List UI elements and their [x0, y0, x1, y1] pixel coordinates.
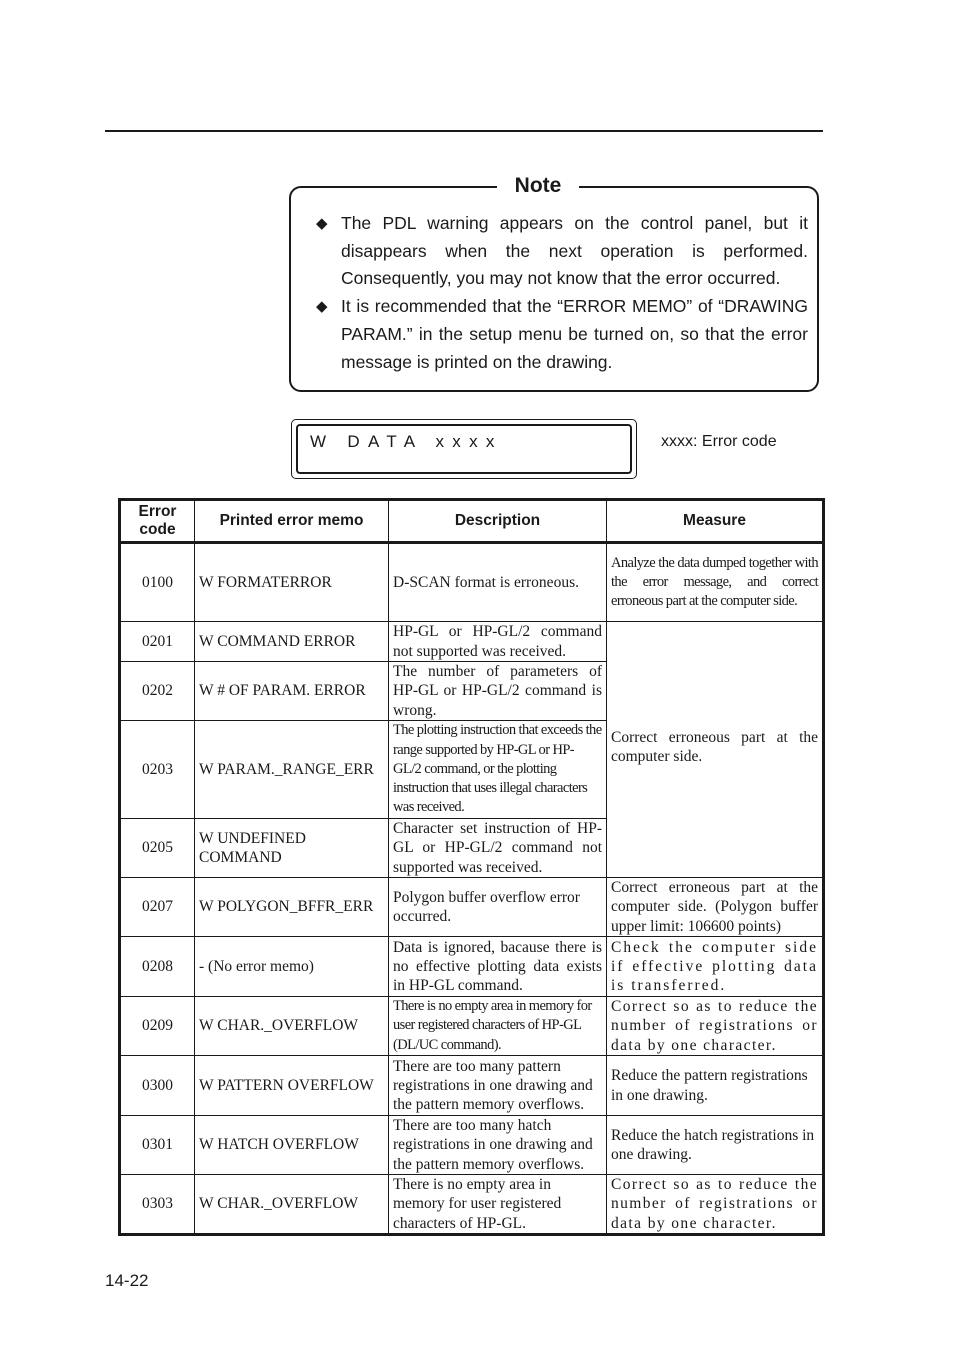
column-header-error-code: Error code: [120, 500, 195, 543]
control-panel-screen: [296, 424, 632, 474]
table-row: [120, 997, 824, 1056]
column-header-description: Description: [389, 500, 607, 543]
note-title: Note: [497, 170, 579, 202]
error-description: There is no empty area in memory for user registered characters of HP-GL.: [389, 1175, 607, 1235]
error-description: There are too many pattern registrations in one drawing and the pattern memory overflows.: [389, 1056, 607, 1116]
error-description: Data is ignored, bacause there is no effective plotting data exists in HP-GL command.: [389, 937, 607, 997]
table-row: [120, 1175, 824, 1235]
error-memo: W CHAR._OVERFLOW: [195, 1175, 389, 1235]
error-code: 0100: [120, 543, 195, 622]
table-row: [120, 543, 824, 622]
error-code: 0201: [120, 622, 195, 662]
note-bullet: [314, 210, 808, 293]
error-memo: W UNDEFINED COMMAND: [195, 819, 389, 878]
error-description: D-SCAN format is erroneous.: [389, 543, 607, 622]
error-description: The number of parameters of HP-GL or HP-GL/2 command is wrong.: [389, 662, 607, 721]
column-header-measure: Measure: [607, 500, 824, 543]
error-code: 0202: [120, 662, 195, 721]
diamond-bullet-icon: ◆: [316, 298, 328, 316]
error-description: The plotting instruction that exceeds the range supported by HP-GL or HP-GL/2 command, or the plotting instruction that uses illegal characters was received.: [389, 721, 607, 819]
error-measure: Correct erroneous part at the computer side.: [607, 622, 824, 878]
error-memo: W HATCH OVERFLOW: [195, 1116, 389, 1175]
table-row: [120, 1056, 824, 1116]
error-code: 0300: [120, 1056, 195, 1116]
error-description: There is no empty area in memory for user registered characters of HP-GL (DL/UC command).: [389, 997, 607, 1056]
error-measure: Reduce the hatch registrations in one drawing.: [607, 1116, 824, 1175]
error-memo: - (No error memo): [195, 937, 389, 997]
note-bullet-text: The PDL warning appears on the control panel, but it disappears when the next operation is performed. Consequently, you may not know that the error occurred.: [341, 213, 808, 289]
error-code: 0207: [120, 878, 195, 937]
error-description: Character set instruction of HP-GL or HP-GL/2 command not supported was received.: [389, 819, 607, 878]
error-code: 0205: [120, 819, 195, 878]
table-header-row: [120, 500, 824, 543]
error-memo: W PARAM._RANGE_ERR: [195, 721, 389, 819]
error-code: 0209: [120, 997, 195, 1056]
error-measure: Reduce the pattern registrations in one drawing.: [607, 1056, 824, 1116]
error-memo: W FORMATERROR: [195, 543, 389, 622]
note-bullet-text: It is recommended that the “ERROR MEMO” of “DRAWING PARAM.” in the setup menu be turned on, so that the error message is printed on the drawing.: [341, 296, 808, 372]
error-measure: Correct erroneous part at the computer side. (Polygon buffer upper limit: 106600 points): [607, 878, 824, 937]
note-bullet-list: [314, 210, 808, 376]
error-measure: Analyze the data dumped together with the error message, and correct erroneous part at the computer side.: [607, 543, 824, 622]
table-row: [120, 937, 824, 997]
error-code: 0208: [120, 937, 195, 997]
error-memo: W COMMAND ERROR: [195, 622, 389, 662]
error-measure: Check the computer side if effective plotting data is transferred.: [607, 937, 824, 997]
control-panel-display: [291, 419, 637, 479]
error-code: 0301: [120, 1116, 195, 1175]
header-rule: [105, 130, 823, 132]
error-table: [118, 498, 825, 1236]
error-memo: W # OF PARAM. ERROR: [195, 662, 389, 721]
error-memo: W POLYGON_BFFR_ERR: [195, 878, 389, 937]
page-number: 14-22: [105, 1271, 149, 1290]
panel-caption: xxxx: Error code: [661, 433, 777, 450]
note-bullet: [314, 293, 808, 376]
table-row: [120, 878, 824, 937]
error-memo: W PATTERN OVERFLOW: [195, 1056, 389, 1116]
table-row: [120, 1116, 824, 1175]
column-header-printed-error-memo: Printed error memo: [195, 500, 389, 543]
error-code: 0303: [120, 1175, 195, 1235]
error-description: HP-GL or HP-GL/2 command not supported was received.: [389, 622, 607, 662]
error-measure: Correct so as to reduce the number of registrations or data by one character.: [607, 1175, 824, 1235]
error-description: There are too many hatch registrations in one drawing and the pattern memory overflows.: [389, 1116, 607, 1175]
error-memo: W CHAR._OVERFLOW: [195, 997, 389, 1056]
control-panel-text: W DATA xxxx: [310, 432, 503, 451]
table-row: [120, 622, 824, 662]
error-measure: Correct so as to reduce the number of registrations or data by one character.: [607, 997, 824, 1056]
diamond-bullet-icon: ◆: [316, 215, 328, 232]
error-code: 0203: [120, 721, 195, 819]
error-description: Polygon buffer overflow error occurred.: [389, 878, 607, 937]
